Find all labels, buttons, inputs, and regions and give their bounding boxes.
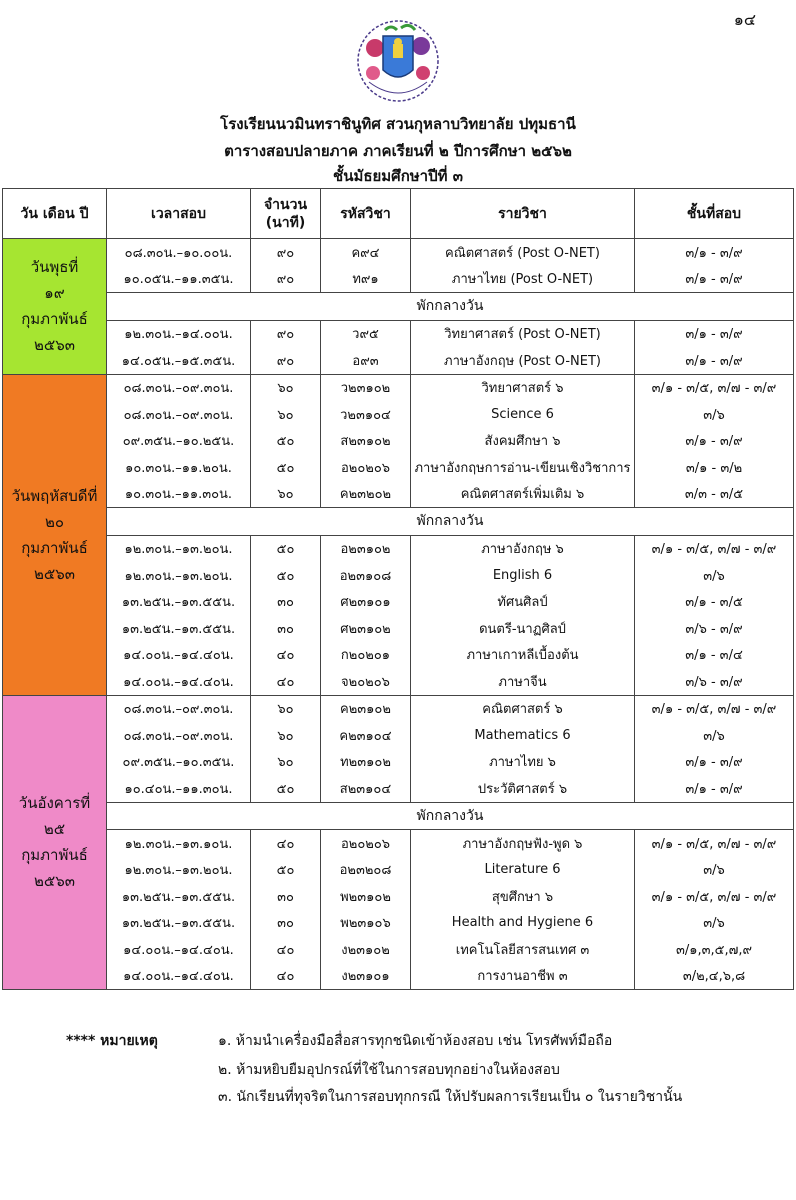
exam-rooms-cell: ๓/๑ - ๓/๙ [635, 266, 794, 293]
exam-duration-cell: ๙๐ [251, 239, 321, 266]
exam-rooms-cell: ๓/๖ - ๓/๙ [635, 615, 794, 642]
exam-date-cell [3, 239, 107, 375]
subject-code-cell: ท๒๓๑๐๒ [321, 749, 411, 776]
exam-duration-cell: ๕๐ [251, 428, 321, 455]
col-header-rooms: ชั้นที่สอบ [635, 189, 794, 239]
exam-rooms-cell: ๓/๑ - ๓/๕, ๓/๗ - ๓/๙ [635, 695, 794, 722]
school-name: โรงเรียนนวมินทราชินูทิศ สวนกุหลาบวิทยาลัย ปทุมธานี [220, 115, 576, 133]
exam-duration-cell: ๓๐ [251, 615, 321, 642]
exam-duration-cell: ๔๐ [251, 668, 321, 695]
exam-date-line: ๒๐ [44, 512, 65, 531]
table-row [3, 642, 794, 669]
exam-duration-cell: ๖๐ [251, 695, 321, 722]
subject-code-cell: ส๒๓๑๐๒ [321, 428, 411, 455]
table-row [3, 695, 794, 722]
table-row [3, 239, 794, 266]
exam-rooms-cell: ๓/๖ [635, 910, 794, 937]
subject-code-cell: ว๒๓๑๐๒ [321, 374, 411, 401]
table-row [3, 481, 794, 508]
subject-name-cell: คณิตศาสตร์เพิ่มเติม ๖ [411, 481, 635, 508]
subject-code-cell: ว๙๕ [321, 320, 411, 347]
duration-unit: (นาที) [265, 214, 306, 231]
exam-time-cell: ๐๘.๓๐น.–๐๙.๓๐น. [107, 695, 251, 722]
subject-name-cell: ภาษาจีน [411, 668, 635, 695]
table-row [3, 454, 794, 481]
subject-code-cell: อ๒๓๒๐๘ [321, 857, 411, 884]
exam-duration-cell: ๔๐ [251, 642, 321, 669]
exam-duration-cell: ๕๐ [251, 562, 321, 589]
exam-rooms-cell: ๓/๑ - ๓/๕, ๓/๗ - ๓/๙ [635, 830, 794, 857]
table-row [3, 830, 794, 857]
lunch-break-label: พักกลางวัน [107, 802, 794, 830]
exam-time-cell: ๑๓.๒๕น.–๑๓.๕๕น. [107, 883, 251, 910]
subject-name-cell: ทัศนศิลป์ [411, 589, 635, 616]
exam-duration-cell: ๙๐ [251, 320, 321, 347]
exam-duration-cell: ๖๐ [251, 401, 321, 428]
lunch-break-label: พักกลางวัน [107, 293, 794, 321]
exam-time-cell: ๐๙.๓๕น.–๑๐.๓๕น. [107, 749, 251, 776]
subject-code-cell: จ๒๐๒๐๖ [321, 668, 411, 695]
table-header-row [3, 189, 794, 239]
subject-code-cell: ก๒๐๒๐๑ [321, 642, 411, 669]
exam-duration-cell: ๓๐ [251, 589, 321, 616]
subject-name-cell: ภาษาไทย (Post O-NET) [411, 266, 635, 293]
table-row [3, 535, 794, 562]
lunch-break-label: พักกลางวัน [107, 508, 794, 536]
note-item: ๒. ห้ามหยิบยืมอุปกรณ์ที่ใช้ในการสอบทุกอย่างในห้องสอบ [218, 1062, 560, 1078]
exam-time-cell: ๑๓.๒๕น.–๑๓.๕๕น. [107, 615, 251, 642]
subject-name-cell: เทคโนโลยีสารสนเทศ ๓ [411, 936, 635, 963]
subject-name-cell: วิทยาศาสตร์ (Post O-NET) [411, 320, 635, 347]
subject-name-cell: สุขศึกษา ๖ [411, 883, 635, 910]
page-number: ๑๔ [733, 10, 756, 29]
exam-rooms-cell: ๓/๑ - ๓/๒ [635, 454, 794, 481]
exam-duration-cell: ๔๐ [251, 936, 321, 963]
note-item: ๓. นักเรียนที่ทุจริตในการสอบทุกกรณี ให้ปรับผลการเรียนเป็น ๐ ในรายวิชานั้น [218, 1089, 683, 1105]
table-row [3, 749, 794, 776]
col-header-date: วัน เดือน ปี [3, 189, 107, 239]
table-row [3, 722, 794, 749]
subject-code-cell: ศ๒๓๑๐๒ [321, 615, 411, 642]
subject-name-cell: Science 6 [411, 401, 635, 428]
table-row [3, 266, 794, 293]
exam-time-cell: ๑๐.๓๐น.–๑๑.๒๐น. [107, 454, 251, 481]
school-logo-icon [355, 18, 441, 104]
exam-time-cell: ๑๔.๐๐น.–๑๔.๔๐น. [107, 936, 251, 963]
table-row [3, 615, 794, 642]
exam-duration-cell: ๕๐ [251, 454, 321, 481]
subject-name-cell: Mathematics 6 [411, 722, 635, 749]
duration-label: จำนวน [263, 196, 308, 213]
exam-date-cell [3, 374, 107, 695]
subject-code-cell: ค๙๔ [321, 239, 411, 266]
subject-name-cell: English 6 [411, 562, 635, 589]
exam-time-cell: ๑๒.๓๐น.–๑๔.๐๐น. [107, 320, 251, 347]
col-header-code: รหัสวิชา [321, 189, 411, 239]
col-header-subject: รายวิชา [411, 189, 635, 239]
exam-rooms-cell: ๓/๑ - ๓/๙ [635, 347, 794, 374]
exam-date-line: ๒๕๖๓ [33, 336, 75, 355]
exam-duration-cell: ๓๐ [251, 883, 321, 910]
exam-time-cell: ๐๙.๓๕น.–๑๐.๒๕น. [107, 428, 251, 455]
exam-date-cell [3, 695, 107, 990]
exam-date-line: วันพุธที่ [30, 258, 79, 277]
exam-date-line: วันพฤหัสบดีที่ [11, 486, 98, 505]
exam-date-line: วันอังคารที่ [18, 794, 91, 813]
lunch-break-row [3, 802, 794, 830]
table-row [3, 857, 794, 884]
table-row [3, 428, 794, 455]
exam-duration-cell: ๖๐ [251, 722, 321, 749]
subject-name-cell: ภาษาอังกฤษ ๖ [411, 535, 635, 562]
table-row [3, 320, 794, 347]
exam-date-line: ๒๕๖๓ [33, 872, 75, 891]
exam-duration-cell: ๔๐ [251, 830, 321, 857]
exam-duration-cell: ๖๐ [251, 374, 321, 401]
lunch-break-row [3, 293, 794, 321]
exam-date-line: ๒๕๖๓ [33, 564, 75, 583]
subject-code-cell: พ๒๓๑๐๖ [321, 910, 411, 937]
exam-time-cell: ๐๘.๓๐น.–๐๙.๓๐น. [107, 401, 251, 428]
exam-time-cell: ๑๐.๓๐น.–๑๑.๓๐น. [107, 481, 251, 508]
table-row [3, 401, 794, 428]
subject-code-cell: ค๒๓๑๐๒ [321, 695, 411, 722]
exam-rooms-cell: ๓/๑ - ๓/๙ [635, 775, 794, 802]
table-row [3, 374, 794, 401]
exam-duration-cell: ๙๐ [251, 347, 321, 374]
table-row [3, 775, 794, 802]
exam-time-cell: ๑๒.๓๐น.–๑๓.๒๐น. [107, 857, 251, 884]
subject-code-cell: ท๙๑ [321, 266, 411, 293]
subject-code-cell: พ๒๓๑๐๒ [321, 883, 411, 910]
exam-rooms-cell: ๓/๑ - ๓/๕ [635, 589, 794, 616]
exam-rooms-cell: ๓/๑ - ๓/๕, ๓/๗ - ๓/๙ [635, 535, 794, 562]
exam-rooms-cell: ๓/๖ [635, 401, 794, 428]
exam-date-line: กุมภาพันธ์ [21, 310, 88, 329]
table-row [3, 883, 794, 910]
grade-level: ชั้นมัธยมศึกษาปีที่ ๓ [333, 167, 463, 185]
exam-date-line: ๑๙ [44, 284, 65, 303]
table-row [3, 668, 794, 695]
exam-rooms-cell: ๓/๑ - ๓/๙ [635, 320, 794, 347]
subject-name-cell: คณิตศาสตร์ (Post O-NET) [411, 239, 635, 266]
subject-name-cell: สังคมศึกษา ๖ [411, 428, 635, 455]
exam-duration-cell: ๕๐ [251, 775, 321, 802]
exam-date-line: กุมภาพันธ์ [21, 538, 88, 557]
exam-rooms-cell: ๓/๖ [635, 722, 794, 749]
subject-code-cell: ง๒๓๑๐๒ [321, 936, 411, 963]
exam-time-cell: ๑๔.๐๐น.–๑๔.๔๐น. [107, 668, 251, 695]
subject-code-cell: ศ๒๓๑๐๑ [321, 589, 411, 616]
exam-duration-cell: ๕๐ [251, 857, 321, 884]
exam-rooms-cell: ๓/๑ - ๓/๔ [635, 642, 794, 669]
subject-name-cell: ภาษาอังกฤษ (Post O-NET) [411, 347, 635, 374]
notes-title: **** หมายเหตุ [66, 1033, 158, 1049]
exam-duration-cell: ๙๐ [251, 266, 321, 293]
subject-code-cell: ส๒๓๑๐๔ [321, 775, 411, 802]
subject-name-cell: ภาษาไทย ๖ [411, 749, 635, 776]
lunch-break-row [3, 508, 794, 536]
table-row [3, 936, 794, 963]
table-row [3, 963, 794, 990]
schedule-title: ตารางสอบปลายภาค ภาคเรียนที่ ๒ ปีการศึกษา ๒๕๖๒ [224, 142, 572, 160]
exam-duration-cell: ๔๐ [251, 963, 321, 990]
exam-time-cell: ๑๐.๔๐น.–๑๑.๓๐น. [107, 775, 251, 802]
col-header-time: เวลาสอบ [107, 189, 251, 239]
subject-name-cell: คณิตศาสตร์ ๖ [411, 695, 635, 722]
exam-duration-cell: ๕๐ [251, 535, 321, 562]
col-header-duration [251, 189, 321, 239]
table-row [3, 347, 794, 374]
exam-time-cell: ๑๔.๐๕น.–๑๕.๓๕น. [107, 347, 251, 374]
exam-rooms-cell: ๓/๑,๓,๕,๗,๙ [635, 936, 794, 963]
exam-rooms-cell: ๓/๒,๔,๖,๘ [635, 963, 794, 990]
subject-code-cell: อ๙๓ [321, 347, 411, 374]
table-row [3, 910, 794, 937]
subject-code-cell: อ๒๐๒๐๖ [321, 454, 411, 481]
exam-time-cell: ๑๓.๒๕น.–๑๓.๕๕น. [107, 589, 251, 616]
exam-duration-cell: ๓๐ [251, 910, 321, 937]
exam-time-cell: ๑๔.๐๐น.–๑๔.๔๐น. [107, 963, 251, 990]
exam-rooms-cell: ๓/๑ - ๓/๕, ๓/๗ - ๓/๙ [635, 374, 794, 401]
subject-code-cell: ค๒๓๑๐๔ [321, 722, 411, 749]
exam-time-cell: ๑๒.๓๐น.–๑๓.๒๐น. [107, 562, 251, 589]
exam-rooms-cell: ๓/๑ - ๓/๙ [635, 428, 794, 455]
subject-code-cell: อ๒๐๒๐๖ [321, 830, 411, 857]
exam-rooms-cell: ๓/๖ [635, 857, 794, 884]
exam-rooms-cell: ๓/๑ - ๓/๙ [635, 239, 794, 266]
exam-time-cell: ๑๒.๓๐น.–๑๓.๒๐น. [107, 535, 251, 562]
note-item: ๑. ห้ามนำเครื่องมือสื่อสารทุกชนิดเข้าห้องสอบ เช่น โทรศัพท์มือถือ [218, 1033, 613, 1049]
exam-time-cell: ๐๘.๓๐น.–๐๙.๓๐น. [107, 722, 251, 749]
exam-date-line: กุมภาพันธ์ [21, 846, 88, 865]
exam-duration-cell: ๖๐ [251, 481, 321, 508]
table-row [3, 562, 794, 589]
subject-code-cell: ง๒๓๑๐๑ [321, 963, 411, 990]
exam-schedule-table [2, 188, 794, 990]
subject-name-cell: ภาษาอังกฤษการอ่าน-เขียนเชิงวิชาการ [411, 454, 635, 481]
exam-rooms-cell: ๓/๓ - ๓/๕ [635, 481, 794, 508]
subject-name-cell: Literature 6 [411, 857, 635, 884]
subject-name-cell: ภาษาอังกฤษฟัง-พูด ๖ [411, 830, 635, 857]
exam-time-cell: ๑๐.๐๕น.–๑๑.๓๕น. [107, 266, 251, 293]
subject-name-cell: ดนตรี-นาฏศิลป์ [411, 615, 635, 642]
table-row [3, 589, 794, 616]
exam-rooms-cell: ๓/๖ [635, 562, 794, 589]
subject-name-cell: วิทยาศาสตร์ ๖ [411, 374, 635, 401]
exam-date-line: ๒๕ [43, 820, 66, 839]
subject-name-cell: Health and Hygiene 6 [411, 910, 635, 937]
exam-time-cell: ๑๔.๐๐น.–๑๔.๔๐น. [107, 642, 251, 669]
subject-name-cell: การงานอาชีพ ๓ [411, 963, 635, 990]
subject-name-cell: ประวัติศาสตร์ ๖ [411, 775, 635, 802]
subject-code-cell: อ๒๓๑๐๘ [321, 562, 411, 589]
exam-rooms-cell: ๓/๑ - ๓/๙ [635, 749, 794, 776]
exam-rooms-cell: ๓/๑ - ๓/๕, ๓/๗ - ๓/๙ [635, 883, 794, 910]
exam-time-cell: ๐๘.๓๐น.–๐๙.๓๐น. [107, 374, 251, 401]
subject-code-cell: อ๒๓๑๐๒ [321, 535, 411, 562]
exam-rooms-cell: ๓/๖ - ๓/๙ [635, 668, 794, 695]
subject-name-cell: ภาษาเกาหลีเบื้องต้น [411, 642, 635, 669]
exam-duration-cell: ๖๐ [251, 749, 321, 776]
exam-time-cell: ๑๓.๒๕น.–๑๓.๕๕น. [107, 910, 251, 937]
exam-time-cell: ๐๘.๓๐น.–๑๐.๐๐น. [107, 239, 251, 266]
subject-code-cell: ว๒๓๑๐๔ [321, 401, 411, 428]
subject-code-cell: ค๒๓๒๐๒ [321, 481, 411, 508]
exam-time-cell: ๑๒.๓๐น.–๑๓.๑๐น. [107, 830, 251, 857]
